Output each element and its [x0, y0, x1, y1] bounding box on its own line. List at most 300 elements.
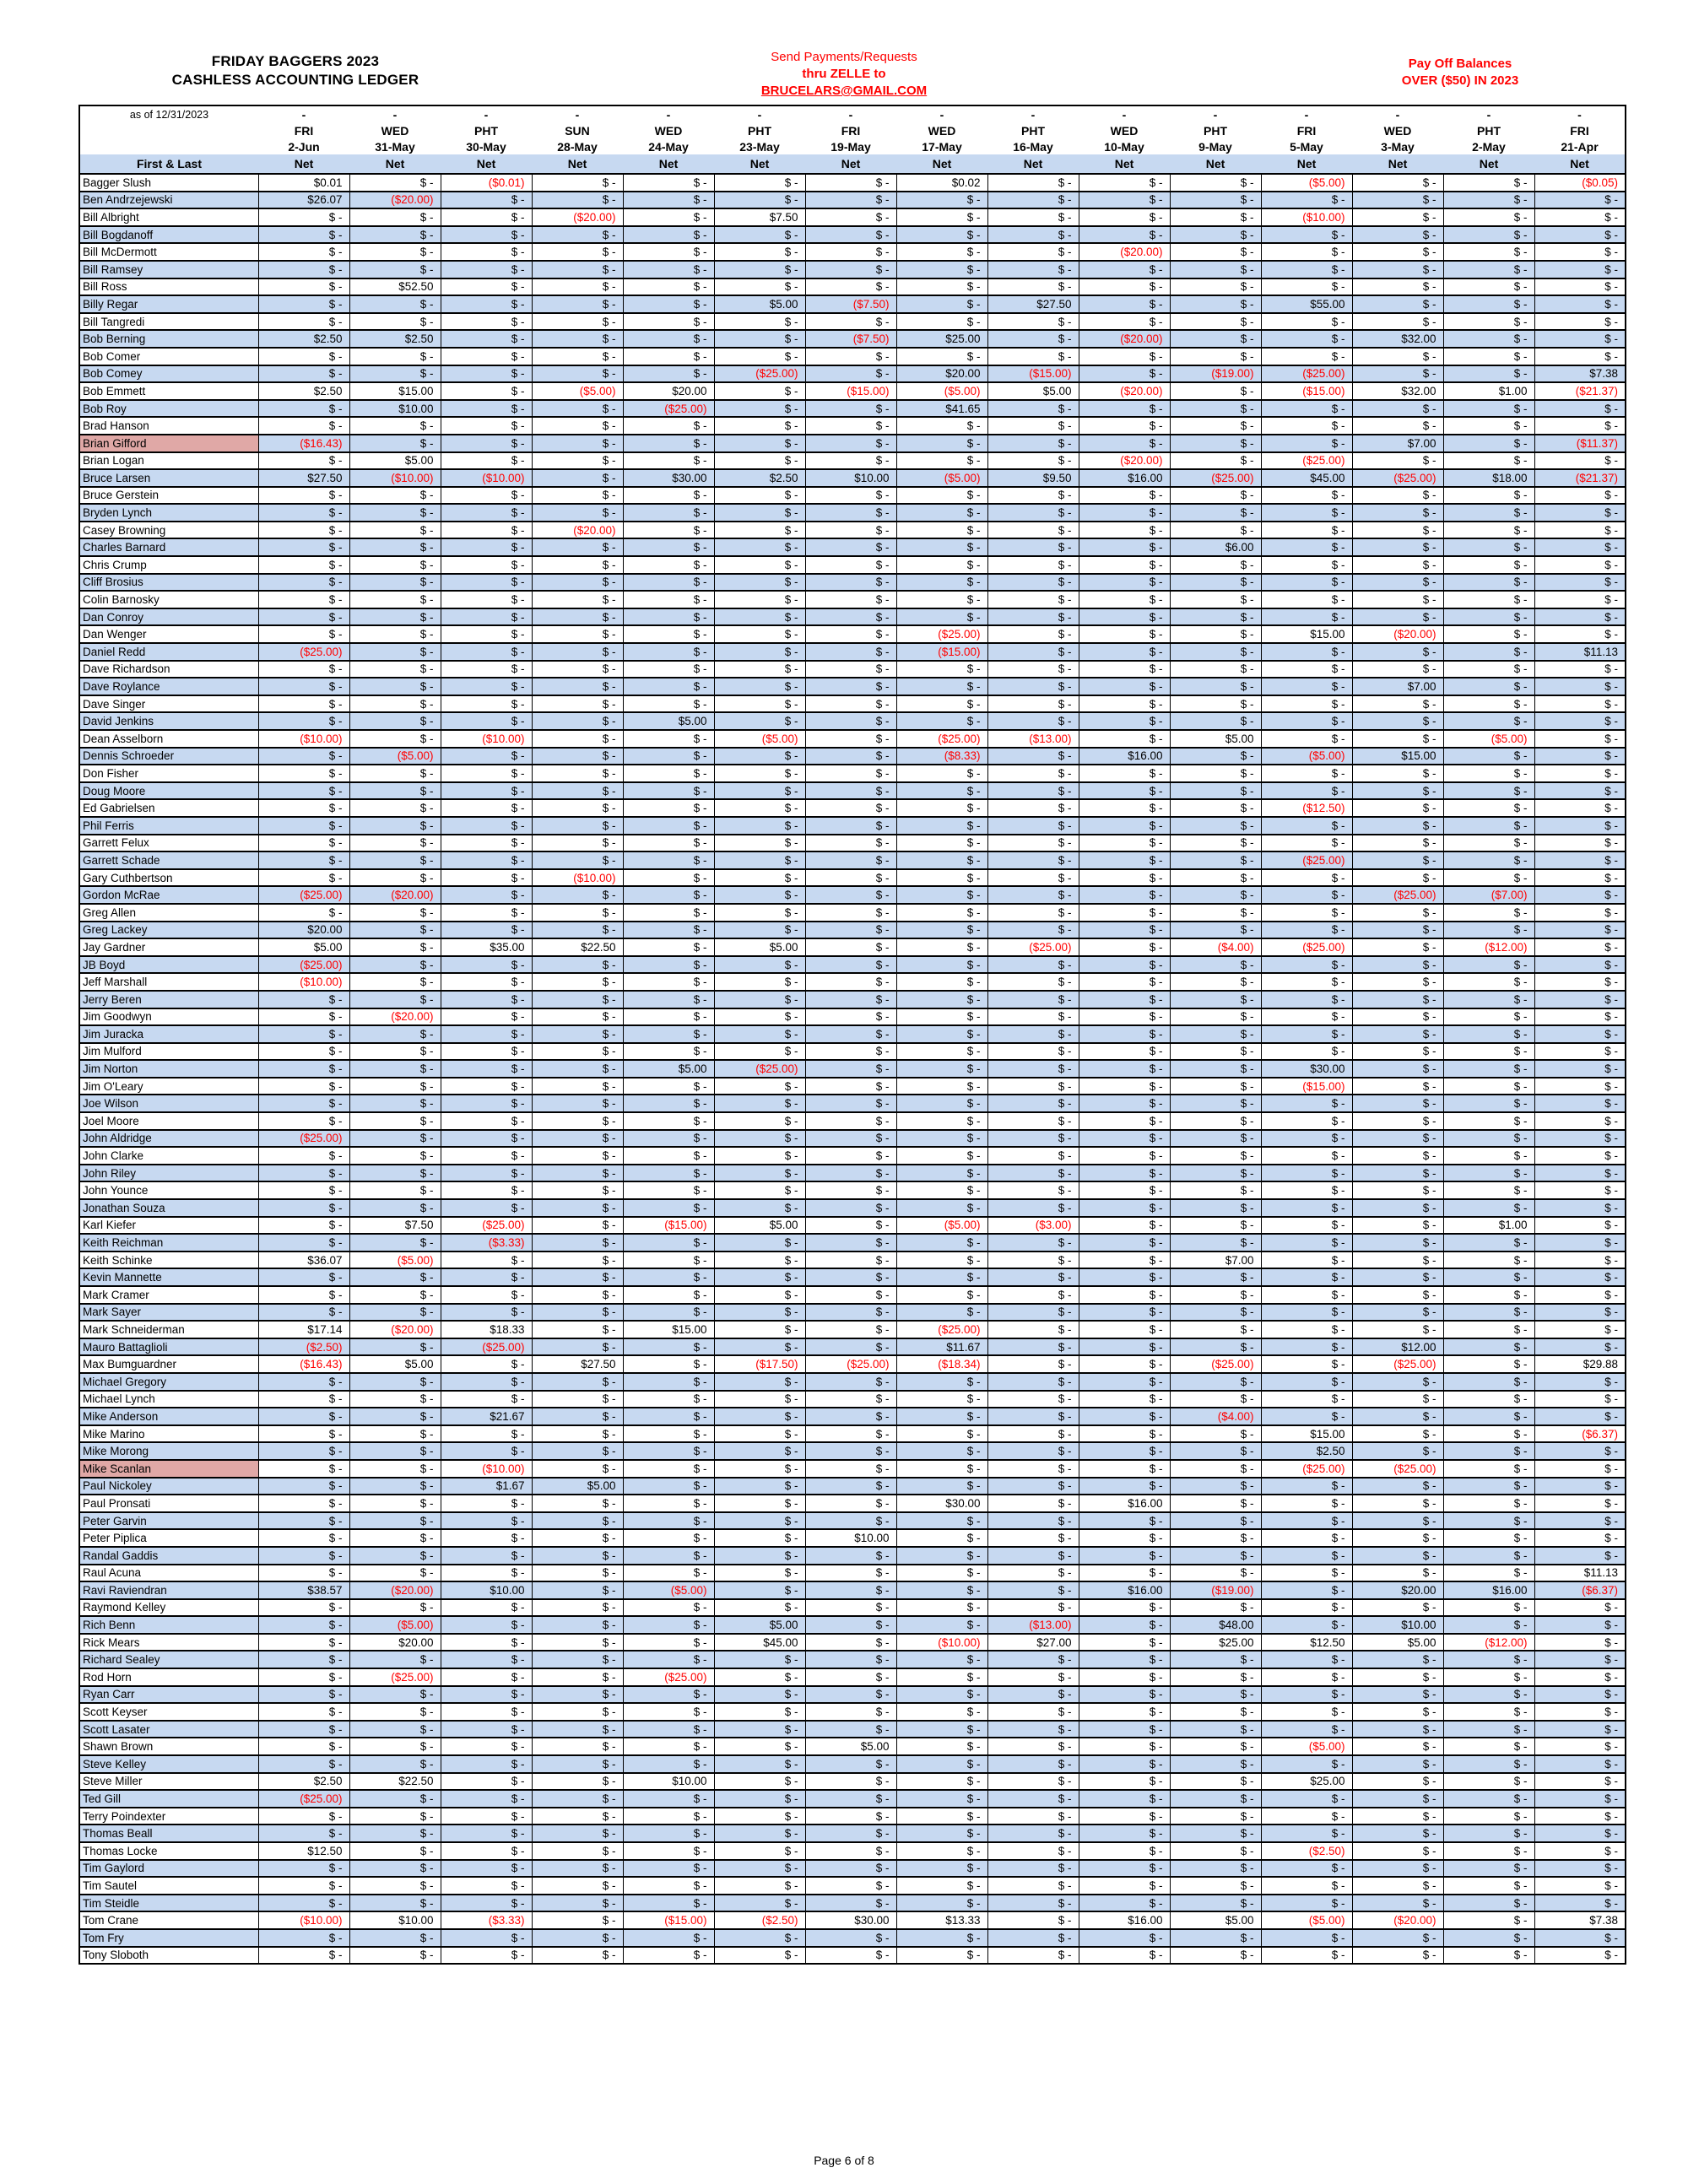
column-dash: -	[939, 108, 944, 122]
ledger-cell: $ -	[441, 1651, 532, 1668]
ledger-cell: $ -	[1443, 278, 1534, 296]
ledger-cell: ($4.00)	[1170, 938, 1261, 956]
ledger-cell: $ -	[349, 417, 441, 435]
ledger-cell: $ -	[623, 1565, 714, 1582]
ledger-cell: $ -	[532, 538, 623, 556]
ledger-cell: $ -	[805, 192, 896, 209]
ledger-cell: $ -	[349, 643, 441, 661]
table-row	[79, 1547, 1626, 1565]
ledger-cell: ($5.00)	[714, 730, 805, 748]
ledger-cell: $12.50	[258, 1842, 349, 1860]
ledger-cell: $ -	[258, 226, 349, 244]
ledger-cell: $ -	[1443, 869, 1534, 887]
column-day-label: FRI	[1296, 124, 1317, 138]
ledger-cell: $ -	[805, 1321, 896, 1338]
ledger-cell: $7.50	[349, 1217, 441, 1235]
ledger-cell: $ -	[1352, 400, 1443, 418]
ledger-cell: $ -	[441, 452, 532, 470]
ledger-cell: $ -	[1261, 1408, 1352, 1425]
ledger-cell: $ -	[1079, 835, 1170, 852]
ledger-cell: $ -	[714, 313, 805, 331]
ledger-cell: $ -	[1443, 1529, 1534, 1547]
column-day-label: PHT	[1477, 124, 1501, 138]
ledger-cell: $ -	[805, 938, 896, 956]
ledger-cell: $5.00	[623, 712, 714, 730]
ledger-cell: $1.00	[1443, 382, 1534, 400]
ledger-cell: $ -	[1534, 1703, 1626, 1721]
ledger-cell: $ -	[623, 1130, 714, 1148]
ledger-cell: $ -	[1170, 608, 1261, 626]
player-name-cell: Bill Tangredi	[79, 313, 258, 331]
column-dash: -	[1395, 108, 1400, 122]
ledger-cell: $1.67	[441, 1478, 532, 1495]
ledger-cell: $ -	[349, 1599, 441, 1617]
ledger-cell: $ -	[1534, 574, 1626, 592]
ledger-cell: $ -	[805, 956, 896, 974]
zelle-email: BRUCELARS@GMAIL.COM	[760, 84, 928, 98]
table-row	[79, 1738, 1626, 1755]
player-name-cell: Keith Schinke	[79, 1251, 258, 1269]
ledger-cell: $ -	[1443, 643, 1534, 661]
ledger-cell: $ -	[532, 1860, 623, 1878]
ledger-cell: $ -	[532, 1877, 623, 1895]
ledger-cell: $ -	[805, 765, 896, 782]
ledger-cell: $ -	[805, 1825, 896, 1842]
ledger-cell: $ -	[258, 904, 349, 922]
ledger-cell: $ -	[714, 1929, 805, 1947]
ledger-cell: $ -	[441, 1929, 532, 1947]
ledger-cell: $ -	[1352, 1130, 1443, 1148]
ledger-cell: $ -	[1170, 991, 1261, 1008]
ledger-cell: $ -	[1352, 365, 1443, 383]
ledger-cell: $ -	[258, 504, 349, 522]
ledger-cell: ($25.00)	[1170, 469, 1261, 487]
column-date-label: 5-May	[1290, 139, 1323, 154]
ledger-cell: $ -	[1261, 678, 1352, 695]
ledger-cell: $ -	[1352, 869, 1443, 887]
ledger-cell: $ -	[349, 1234, 441, 1251]
ledger-cell: ($25.00)	[258, 643, 349, 661]
ledger-cell: $ -	[1261, 1721, 1352, 1738]
ledger-cell: $10.00	[441, 1581, 532, 1599]
ledger-cell: $55.00	[1261, 295, 1352, 313]
ledger-cell: $ -	[1079, 1721, 1170, 1738]
ledger-cell: $ -	[1261, 1338, 1352, 1356]
ledger-cell: $ -	[714, 1373, 805, 1391]
player-name-cell: Ben Andrzejewski	[79, 192, 258, 209]
ledger-cell: $ -	[1261, 400, 1352, 418]
column-date-label: 10-May	[1104, 139, 1144, 154]
ledger-cell: $ -	[1534, 1599, 1626, 1617]
ledger-cell: $ -	[1443, 1408, 1534, 1425]
ledger-cell: $ -	[258, 1286, 349, 1304]
ledger-cell: $ -	[896, 1721, 987, 1738]
ledger-cell: $ -	[441, 1130, 532, 1148]
ledger-cell: $ -	[896, 1703, 987, 1721]
column-day-label: WED	[1383, 124, 1412, 138]
player-name-cell: Tim Gaylord	[79, 1860, 258, 1878]
ledger-cell: $ -	[623, 1304, 714, 1322]
ledger-cell: $ -	[1261, 835, 1352, 852]
ledger-cell: $ -	[1170, 712, 1261, 730]
ledger-cell: $ -	[258, 1373, 349, 1391]
ledger-cell: $ -	[987, 1234, 1079, 1251]
ledger-cell: $ -	[805, 1460, 896, 1478]
ledger-cell: $30.00	[1261, 1060, 1352, 1078]
ledger-cell: $ -	[805, 799, 896, 817]
ledger-cell: $ -	[1079, 1304, 1170, 1322]
ledger-cell: $ -	[714, 625, 805, 643]
ledger-cell: $ -	[349, 1512, 441, 1530]
ledger-cell: $ -	[623, 435, 714, 452]
ledger-cell: $5.00	[349, 1355, 441, 1373]
ledger-cell: $25.00	[1170, 1634, 1261, 1652]
ledger-cell: $ -	[441, 1025, 532, 1043]
ledger-cell: $ -	[1443, 330, 1534, 348]
table-row	[79, 1304, 1626, 1322]
ledger-cell: $ -	[1170, 522, 1261, 539]
ledger-cell: $ -	[1352, 1251, 1443, 1269]
ledger-cell: $ -	[441, 765, 532, 782]
ledger-cell: $ -	[1079, 400, 1170, 418]
ledger-cell: $10.00	[349, 400, 441, 418]
ledger-cell: $ -	[258, 295, 349, 313]
ledger-cell: $ -	[349, 1025, 441, 1043]
ledger-cell: $ -	[987, 417, 1079, 435]
ledger-cell: ($7.00)	[1443, 886, 1534, 904]
ledger-cell: $ -	[1079, 1460, 1170, 1478]
ledger-cell: $ -	[1534, 817, 1626, 835]
ledger-cell: $ -	[532, 1634, 623, 1652]
ledger-cell: $25.00	[1261, 1773, 1352, 1791]
ledger-cell: ($5.00)	[1261, 1911, 1352, 1929]
ledger-cell: $ -	[1079, 1686, 1170, 1704]
ledger-cell: $ -	[441, 556, 532, 574]
table-row	[79, 956, 1626, 974]
ledger-cell: $ -	[1534, 1738, 1626, 1755]
ledger-cell: $17.14	[258, 1321, 349, 1338]
ledger-cell: $ -	[258, 1529, 349, 1547]
ledger-cell: $ -	[1170, 591, 1261, 608]
ledger-cell: $ -	[805, 730, 896, 748]
ledger-cell: $ -	[441, 643, 532, 661]
ledger-cell: ($10.00)	[441, 1460, 532, 1478]
ledger-cell: $ -	[532, 1078, 623, 1095]
ledger-cell: $ -	[1079, 226, 1170, 244]
ledger-cell: $16.00	[1443, 1581, 1534, 1599]
ledger-cell: $ -	[1170, 886, 1261, 904]
ledger-cell: $36.07	[258, 1251, 349, 1269]
ledger-cell: $ -	[1443, 1304, 1534, 1322]
ledger-cell: $ -	[1079, 1442, 1170, 1460]
table-row	[79, 1181, 1626, 1199]
ledger-cell: $ -	[349, 522, 441, 539]
ledger-cell: $ -	[258, 452, 349, 470]
ledger-cell: ($25.00)	[714, 1060, 805, 1078]
ledger-cell: $ -	[1534, 1060, 1626, 1078]
ledger-cell: $ -	[1170, 1651, 1261, 1668]
ledger-cell: $ -	[1079, 1599, 1170, 1617]
ledger-cell: ($25.00)	[441, 1338, 532, 1356]
ledger-cell: $ -	[349, 174, 441, 192]
ledger-cell: $ -	[1443, 1165, 1534, 1182]
ledger-cell: $ -	[896, 1442, 987, 1460]
player-name-cell: Rich Benn	[79, 1616, 258, 1634]
ledger-cell: ($8.33)	[896, 748, 987, 765]
ledger-cell: $ -	[532, 608, 623, 626]
ledger-cell: ($12.00)	[1443, 1634, 1534, 1652]
ledger-cell: $ -	[1079, 1321, 1170, 1338]
ledger-cell: $ -	[1534, 1442, 1626, 1460]
ledger-cell: $ -	[441, 1773, 532, 1791]
ledger-cell: $ -	[441, 330, 532, 348]
ledger-cell: $ -	[532, 1147, 623, 1165]
ledger-cell: $ -	[623, 1025, 714, 1043]
ledger-cell: $ -	[896, 869, 987, 887]
ledger-cell: $ -	[532, 1512, 623, 1530]
ledger-cell: $ -	[1261, 1199, 1352, 1217]
player-name-cell: Mark Cramer	[79, 1286, 258, 1304]
ledger-cell: $ -	[1261, 1581, 1352, 1599]
ledger-cell: $ -	[441, 1703, 532, 1721]
ledger-cell: $ -	[349, 365, 441, 383]
ledger-cell: $ -	[1534, 851, 1626, 869]
ledger-cell: $ -	[441, 313, 532, 331]
ledger-cell: $ -	[1079, 1703, 1170, 1721]
ledger-cell: $ -	[258, 1895, 349, 1912]
ledger-cell: $ -	[349, 835, 441, 852]
table-row	[79, 348, 1626, 365]
ledger-cell: $ -	[1534, 226, 1626, 244]
ledger-cell: $ -	[532, 1947, 623, 1965]
ledger-cell: $ -	[441, 1790, 532, 1808]
ledger-cell: $ -	[1352, 1286, 1443, 1304]
ledger-cell: $ -	[987, 226, 1079, 244]
table-row	[79, 1025, 1626, 1043]
ledger-cell: $ -	[805, 1078, 896, 1095]
table-row	[79, 851, 1626, 869]
net-header: Net	[714, 154, 805, 174]
ledger-cell: $ -	[258, 1495, 349, 1512]
ledger-cell: $ -	[349, 904, 441, 922]
player-name-cell: Bob Comer	[79, 348, 258, 365]
player-name-cell: Peter Garvin	[79, 1512, 258, 1530]
ledger-cell: $ -	[1170, 192, 1261, 209]
ledger-cell: $ -	[532, 313, 623, 331]
ledger-cell: $ -	[1170, 1217, 1261, 1235]
ledger-cell: ($10.00)	[349, 469, 441, 487]
ledger-cell: $ -	[896, 1860, 987, 1878]
ledger-cell: $ -	[1261, 1547, 1352, 1565]
ledger-cell: $ -	[1352, 1755, 1443, 1773]
ledger-cell: $ -	[987, 1755, 1079, 1773]
ledger-cell: $ -	[623, 1634, 714, 1652]
ledger-cell: $ -	[532, 261, 623, 278]
ledger-cell: $ -	[987, 400, 1079, 418]
ledger-cell: $ -	[714, 330, 805, 348]
ledger-cell: $ -	[349, 1408, 441, 1425]
ledger-cell: $ -	[258, 1668, 349, 1686]
player-name-cell: Karl Kiefer	[79, 1217, 258, 1235]
table-row	[79, 1442, 1626, 1460]
ledger-cell: ($20.00)	[1079, 382, 1170, 400]
ledger-cell: $ -	[349, 1078, 441, 1095]
ledger-cell: $ -	[896, 1547, 987, 1565]
ledger-cell: $ -	[714, 817, 805, 835]
ledger-cell: $ -	[1079, 1755, 1170, 1773]
ledger-cell: $ -	[532, 643, 623, 661]
ledger-cell: $ -	[1261, 1478, 1352, 1495]
ledger-cell: $ -	[1079, 1651, 1170, 1668]
ledger-cell: $15.00	[1261, 625, 1352, 643]
ledger-cell: $ -	[623, 1199, 714, 1217]
ledger-cell: $ -	[1443, 574, 1534, 592]
ledger-cell: $ -	[987, 661, 1079, 678]
ledger-cell: $ -	[714, 1495, 805, 1512]
ledger-cell: $ -	[1534, 1773, 1626, 1791]
ledger-cell: $ -	[1352, 1738, 1443, 1755]
ledger-cell: $ -	[623, 1512, 714, 1530]
ledger-cell: $ -	[1079, 192, 1170, 209]
table-row	[79, 591, 1626, 608]
ledger-cell: $ -	[805, 1008, 896, 1026]
ledger-cell: $ -	[1443, 1721, 1534, 1738]
ledger-cell: $27.00	[987, 1634, 1079, 1652]
player-name-cell: Bruce Larsen	[79, 469, 258, 487]
ledger-cell: $ -	[805, 452, 896, 470]
ledger-cell: $ -	[1079, 591, 1170, 608]
ledger-cell: $ -	[805, 1112, 896, 1130]
ledger-cell: $ -	[532, 574, 623, 592]
ledger-cell: $ -	[1443, 1391, 1534, 1408]
ledger-cell: $ -	[987, 695, 1079, 713]
ledger-cell: $ -	[1534, 591, 1626, 608]
ledger-cell: $ -	[1079, 313, 1170, 331]
ledger-cell: $ -	[349, 1755, 441, 1773]
ledger-cell: $ -	[441, 1825, 532, 1842]
ledger-cell: $ -	[349, 1199, 441, 1217]
ledger-cell: $ -	[1534, 1721, 1626, 1738]
ledger-cell: $ -	[1352, 904, 1443, 922]
ledger-cell: $ -	[349, 556, 441, 574]
ledger-cell: ($25.00)	[987, 938, 1079, 956]
ledger-cell: $ -	[623, 192, 714, 209]
ledger-cell: $ -	[1261, 1755, 1352, 1773]
ledger-cell: $ -	[805, 1581, 896, 1599]
ledger-cell: $ -	[896, 1268, 987, 1286]
ledger-cell: $20.00	[258, 922, 349, 939]
ledger-cell: $ -	[1079, 1130, 1170, 1148]
player-name-cell: Ted Gill	[79, 1790, 258, 1808]
ledger-cell: $ -	[1352, 1408, 1443, 1425]
ledger-cell: $ -	[441, 278, 532, 296]
ledger-cell: $ -	[623, 1251, 714, 1269]
ledger-cell: $ -	[623, 1268, 714, 1286]
ledger-cell: $ -	[1261, 330, 1352, 348]
ledger-cell: ($20.00)	[1352, 1911, 1443, 1929]
ledger-cell: $ -	[441, 365, 532, 383]
ledger-cell: $ -	[805, 1947, 896, 1965]
ledger-cell: $ -	[1352, 295, 1443, 313]
ledger-cell: $ -	[1443, 1808, 1534, 1825]
ledger-cell: $ -	[987, 1860, 1079, 1878]
ledger-cell: ($5.00)	[1261, 748, 1352, 765]
player-name-cell: Thomas Locke	[79, 1842, 258, 1860]
ledger-cell: $ -	[896, 435, 987, 452]
player-name-cell: Garrett Schade	[79, 851, 258, 869]
ledger-cell: $ -	[441, 661, 532, 678]
ledger-cell: $ -	[258, 1721, 349, 1738]
ledger-cell: $ -	[805, 243, 896, 261]
ledger-cell: $ -	[1261, 313, 1352, 331]
ledger-cell: $ -	[349, 1478, 441, 1495]
ledger-cell: $ -	[1079, 661, 1170, 678]
ledger-cell: $ -	[1443, 1043, 1534, 1061]
ledger-cell: $ -	[258, 1755, 349, 1773]
ledger-cell: $ -	[805, 1651, 896, 1668]
ledger-cell: $ -	[623, 452, 714, 470]
ledger-cell: $ -	[441, 1391, 532, 1408]
ledger-cell: $ -	[1443, 348, 1534, 365]
ledger-cell: $ -	[441, 817, 532, 835]
ledger-cell: $ -	[1352, 348, 1443, 365]
ledger-cell: $ -	[1079, 1025, 1170, 1043]
ledger-cell: $ -	[532, 1599, 623, 1617]
ledger-cell: $ -	[987, 1181, 1079, 1199]
ledger-cell: $ -	[1443, 748, 1534, 765]
ledger-cell: ($10.00)	[258, 730, 349, 748]
ledger-cell: $ -	[532, 956, 623, 974]
player-name-cell: Tim Steidle	[79, 1895, 258, 1912]
ledger-cell: $ -	[623, 973, 714, 991]
ledger-cell: $ -	[1079, 1425, 1170, 1443]
ledger-cell: $ -	[987, 1686, 1079, 1704]
ledger-cell: $ -	[1170, 417, 1261, 435]
ledger-cell: $ -	[349, 1060, 441, 1078]
ledger-cell: $ -	[258, 1391, 349, 1408]
ledger-cell: $ -	[441, 991, 532, 1008]
ledger-cell: ($18.34)	[896, 1355, 987, 1373]
ledger-cell: $ -	[532, 712, 623, 730]
table-row	[79, 226, 1626, 244]
ledger-cell: $ -	[623, 1947, 714, 1965]
ledger-cell: $ -	[1352, 1165, 1443, 1182]
ledger-cell: $ -	[1534, 922, 1626, 939]
ledger-cell: $ -	[1261, 956, 1352, 974]
ledger-cell: ($25.00)	[258, 886, 349, 904]
ledger-cell: $ -	[1534, 243, 1626, 261]
ledger-cell: $ -	[1352, 661, 1443, 678]
ledger-cell: $ -	[1261, 504, 1352, 522]
ledger-cell: $ -	[441, 1842, 532, 1860]
ledger-cell: $ -	[896, 904, 987, 922]
ledger-cell: $2.50	[258, 330, 349, 348]
ledger-cell: $ -	[1170, 1373, 1261, 1391]
ledger-cell: ($15.00)	[623, 1911, 714, 1929]
ledger-cell: $ -	[1443, 452, 1534, 470]
ledger-cell: $ -	[805, 1773, 896, 1791]
table-row	[79, 1634, 1626, 1652]
ledger-cell: $ -	[805, 1686, 896, 1704]
ledger-cell: $ -	[805, 1268, 896, 1286]
ledger-cell: $18.00	[1443, 469, 1534, 487]
ledger-cell: $ -	[1534, 1929, 1626, 1947]
ledger-cell: $ -	[623, 991, 714, 1008]
player-name-cell: Bagger Slush	[79, 174, 258, 192]
ledger-cell: $ -	[714, 1565, 805, 1582]
ledger-cell: $52.50	[349, 278, 441, 296]
ledger-cell: $ -	[714, 1825, 805, 1842]
